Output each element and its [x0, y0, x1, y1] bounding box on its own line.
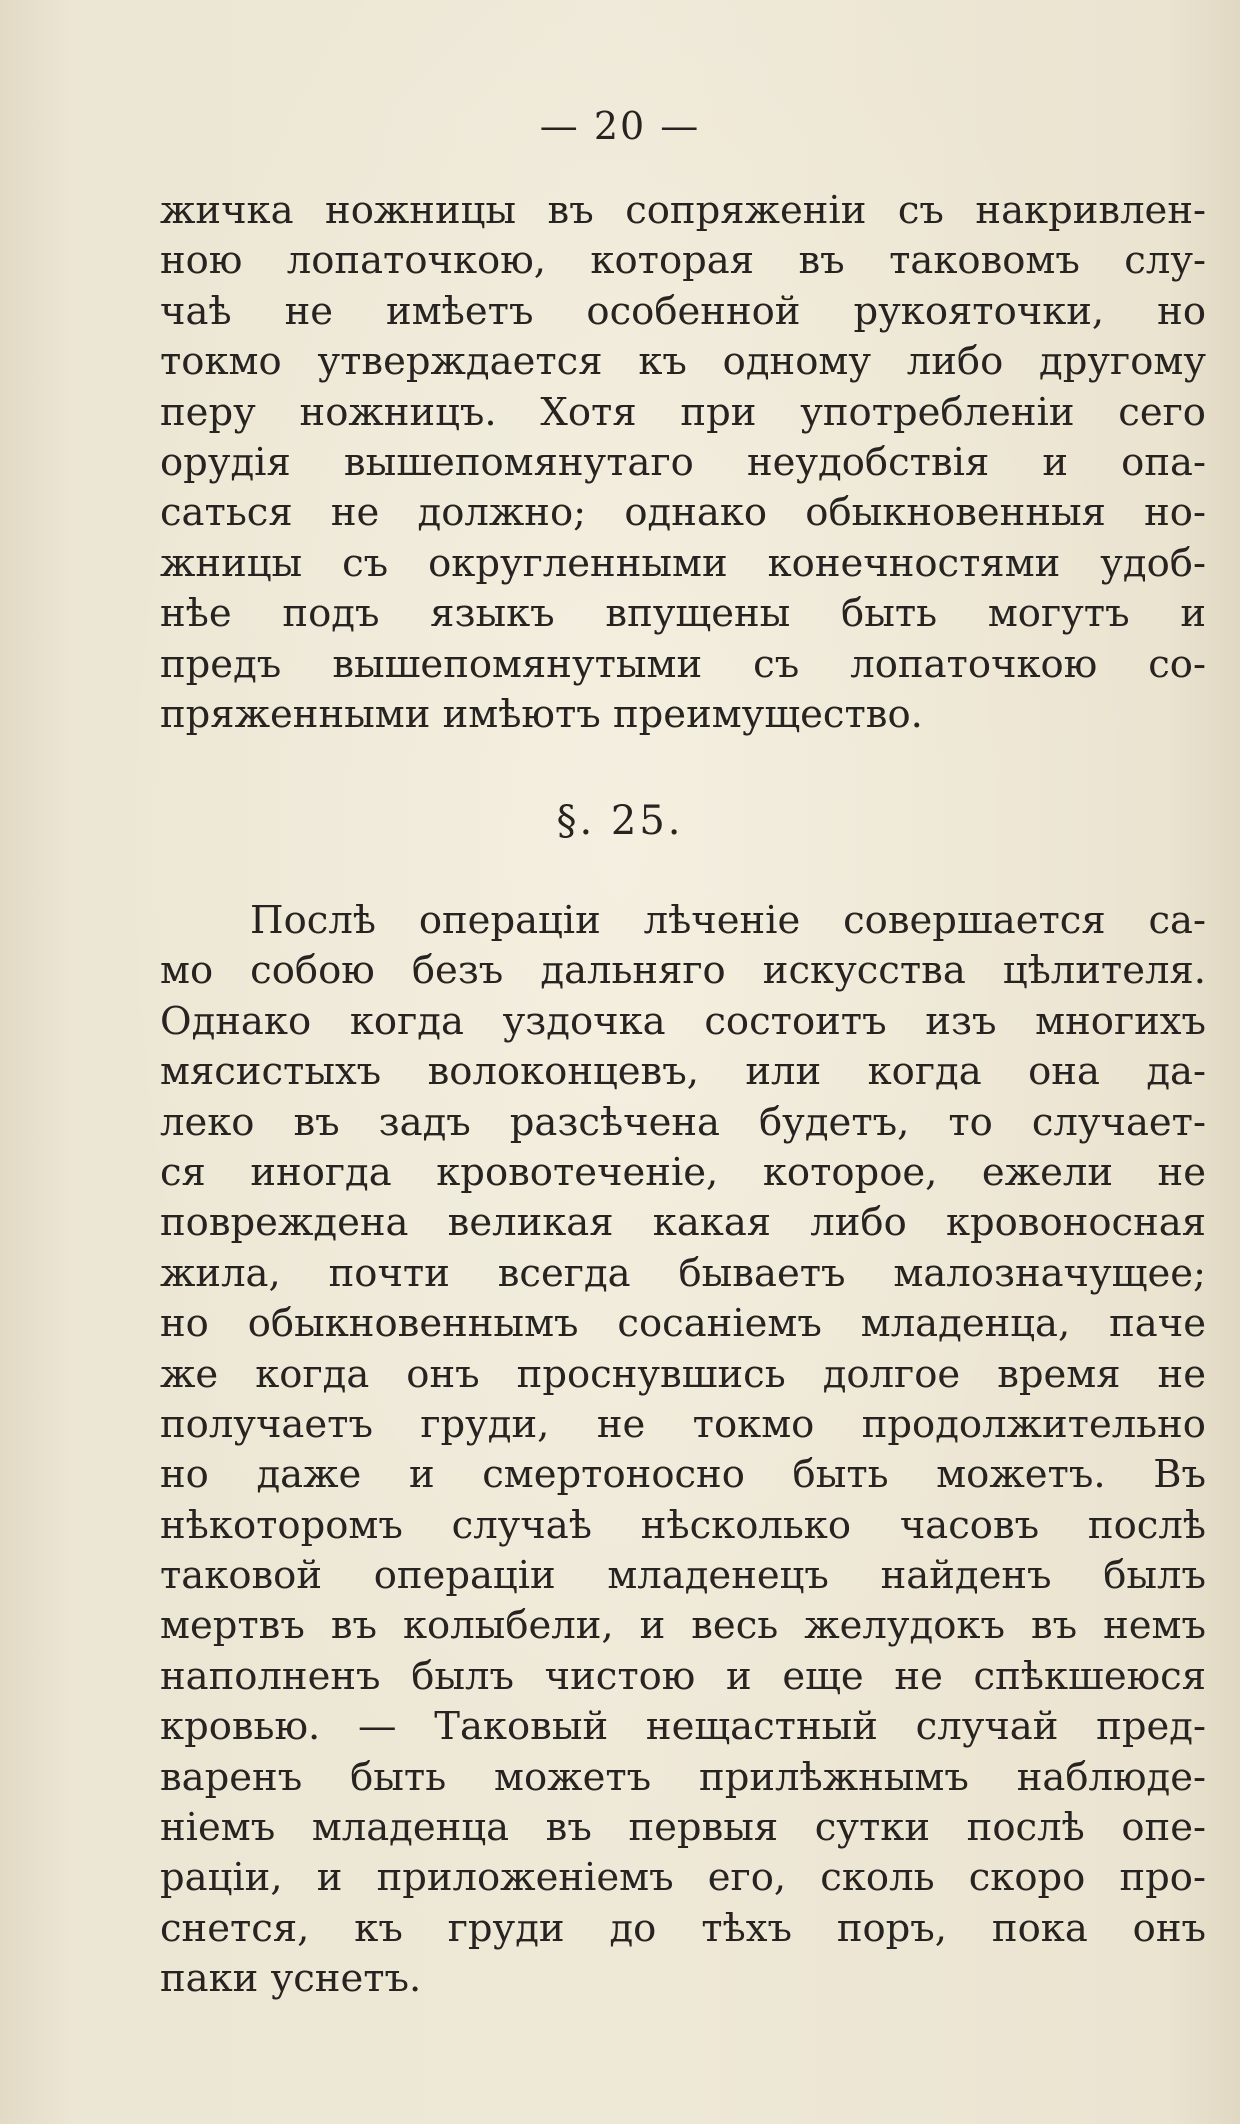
text-line: снется, къ груди до тѣхъ поръ, пока онъ — [160, 1905, 1206, 1951]
text-line: ся иногда кровотеченiе, которое, ежели не — [160, 1149, 1206, 1195]
paragraph-section-25 — [160, 896, 1206, 2005]
text-line: нiемъ младенца въ первыя сутки послѣ опе- — [160, 1805, 1206, 1851]
text-line: мо собою безъ дальняго искусства цѣлителя. — [160, 948, 1206, 994]
text-line: мертвъ въ колыбели, и весь желудокъ въ немъ — [160, 1603, 1206, 1649]
text-line: наполненъ былъ чистою и еще не спѣкшеюся — [160, 1653, 1206, 1699]
text-line: Однако когда уздочка состоитъ изъ многихъ — [160, 998, 1206, 1044]
text-line: получаетъ груди, не токмо продолжительно — [160, 1401, 1206, 1447]
text-line: токмо утверждается къ одному либо другому — [160, 339, 1206, 385]
text-line: пряженными имѣютъ преимущество. — [160, 691, 923, 737]
text-line: саться не должно; однако обыкновенныя но- — [160, 490, 1206, 536]
text-line: рацiи, и приложенiемъ его, сколь скоро про- — [160, 1855, 1206, 1901]
text-line: предъ вышепомянутыми съ лопаточкою со- — [160, 641, 1206, 687]
text-line: же когда онъ проснувшись долгое время не — [160, 1351, 1206, 1397]
text-line: нѣе подъ языкъ впущены быть могутъ и — [160, 591, 1206, 637]
text-line: чаѣ не имѣетъ особенной рукояточки, но — [160, 288, 1206, 334]
text-line: жила, почти всегда бываетъ малозначущее; — [160, 1250, 1206, 1296]
paragraph-continued — [160, 186, 1206, 740]
text-line: кровью. — Таковый нещастный случай пред- — [160, 1704, 1206, 1750]
text-line: но даже и смертоносно быть можетъ. Въ — [160, 1452, 1206, 1498]
text-line: жичка ножницы въ сопряженiи съ накривлен- — [160, 188, 1206, 233]
section-heading: §. 25. — [556, 798, 684, 844]
text-line: ною лопаточкою, которая въ таковомъ слу- — [160, 238, 1206, 284]
text-line: Послѣ операцiи лѣченiе совершается са- — [250, 898, 1206, 943]
text-line: мясистыхъ волоконцевъ, или когда она да- — [160, 1049, 1206, 1095]
text-line: жницы съ округленными конечностями удоб- — [160, 540, 1206, 586]
text-line: орудiя вышепомянутаго неудобствiя и опа- — [160, 439, 1206, 485]
text-line: паки уснетъ. — [160, 1956, 422, 2002]
text-line: варенъ быть можетъ прилѣжнымъ наблюде- — [160, 1754, 1206, 1800]
page-number: — 20 — — [539, 104, 701, 148]
text-line: нѣкоторомъ случаѣ нѣсколько часовъ послѣ — [160, 1502, 1206, 1548]
text-line: таковой операцiи младенецъ найденъ былъ — [160, 1553, 1206, 1599]
text-line: повреждена великая какая либо кровоносная — [160, 1200, 1206, 1246]
text-line: перу ножницъ. Хотя при употребленiи сего — [160, 389, 1206, 435]
text-line: но обыкновеннымъ сосанiемъ младенца, паче — [160, 1301, 1206, 1347]
text-line: леко въ задъ разсѣчена будетъ, то случает- — [160, 1099, 1206, 1145]
